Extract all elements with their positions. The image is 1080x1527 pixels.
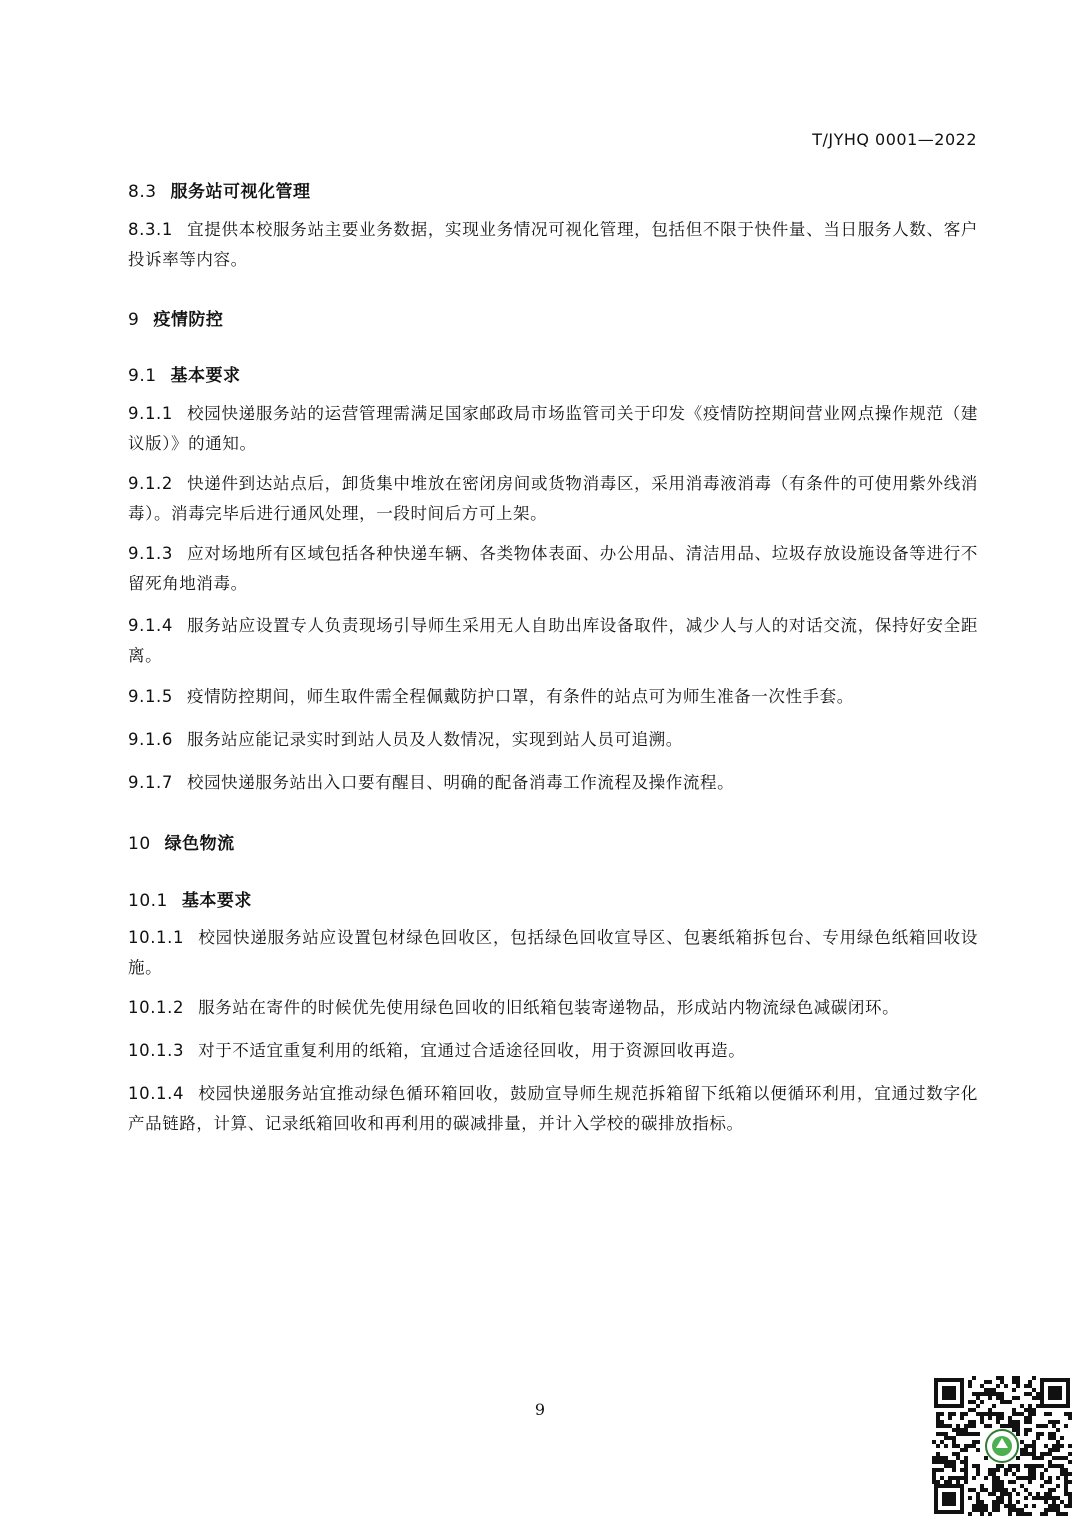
section-heading: 10.1 基本要求 (128, 891, 252, 911)
section-heading: 10 绿色物流 (128, 834, 235, 854)
clause-paragraph: 9.1.5 疫情防控期间，师生取件需全程佩戴防护口罩，有条件的站点可为师生准备一次性手套。 (128, 687, 854, 706)
document-code: T/JYHQ 0001—2022 (812, 130, 977, 149)
clause-paragraph: 9.1.4 服务站应设置专人负责现场引导师生采用无人自助出库设备取件，减少人与人的对话交流，保持好安全距离。 (128, 616, 978, 665)
clause-paragraph: 9.1.6 服务站应能记录实时到站人员及人数情况，实现到站人员可追溯。 (128, 730, 683, 749)
clause-paragraph: 9.1.2 快递件到达站点后，卸货集中堆放在密闭房间或货物消毒区，采用消毒液消毒（有条件的可使用紫外线消毒）。消毒完毕后进行通风处理，一段时间后方可上架。 (128, 474, 978, 523)
clause-paragraph: 10.1.2 服务站在寄件的时候优先使用绿色回收的旧纸箱包装寄递物品，形成站内物流绿色减碳闭环。 (128, 998, 900, 1017)
page-number: 9 (534, 1400, 546, 1419)
clause-paragraph: 10.1.1 校园快递服务站应设置包材绿色回收区，包括绿色回收宣导区、包裹纸箱拆包台、专用绿色纸箱回收设施。 (128, 928, 978, 977)
section-heading: 9.1 基本要求 (128, 366, 241, 386)
section-heading: 8.3 服务站可视化管理 (128, 182, 311, 202)
clause-paragraph: 9.1.1 校园快递服务站的运营管理需满足国家邮政局市场监管司关于印发《疫情防控期间营业网点操作规范（建议版）》的通知。 (128, 404, 978, 453)
clause-paragraph: 10.1.4 校园快递服务站宜推动绿色循环箱回收，鼓励宣导师生规范拆箱留下纸箱以便循环利用，宜通过数字化产品链路，计算、记录纸箱回收和再利用的碳减排量，并计入学校的碳排放指标。 (128, 1084, 978, 1133)
clause-paragraph: 9.1.3 应对场地所有区域包括各种快递车辆、各类物体表面、办公用品、清洁用品、垃圾存放设施设备等进行不留死角地消毒。 (128, 544, 978, 593)
clause-paragraph: 10.1.3 对于不适宜重复利用的纸箱，宜通过合适途径回收，用于资源回收再造。 (128, 1041, 746, 1060)
section-heading: 9 疫情防控 (128, 310, 224, 330)
clause-paragraph: 8.3.1 宜提供本校服务站主要业务数据，实现业务情况可视化管理，包括但不限于快件量、当日服务人数、客户投诉率等内容。 (128, 220, 978, 269)
qr-code-icon (932, 1376, 1072, 1516)
clause-paragraph: 9.1.7 校园快递服务站出入口要有醒目、明确的配备消毒工作流程及操作流程。 (128, 773, 735, 792)
